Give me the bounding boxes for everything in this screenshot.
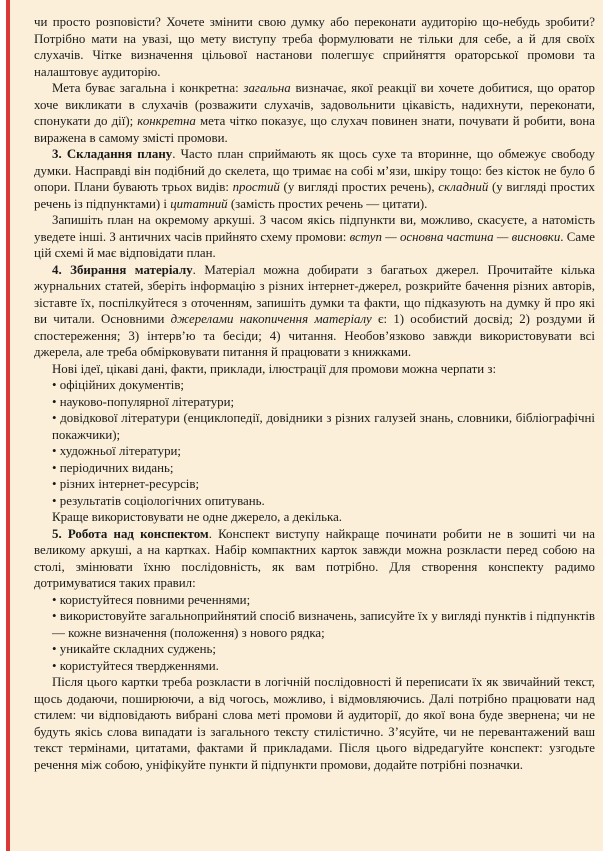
page-text <box>34 14 595 773</box>
list-item: • результатів соціологічних опитувань. <box>34 493 595 510</box>
list-item: • різних інтернет-ресурсів; <box>34 476 595 493</box>
textbook-page <box>10 0 603 851</box>
list-item: • довідкової літератури (енциклопедії, довідники з різних галузей знань, словники, бібліографічні покажчики); <box>34 410 595 443</box>
paragraph-sources-advice: Краще використовувати не одне джерело, а декілька. <box>52 510 343 524</box>
paragraph-plan-scheme: Запишіть план на окремому аркуші. З часом якісь підпункти ви, можливо, скасуєте, а натомість уведете інші. З античних часів прийнято схему промови: вступ — основна частина — висновки. Саме цій схемі й має відповідати план. <box>34 213 595 260</box>
section-heading-outline: 5. Робота над конспектом <box>52 526 209 541</box>
list-item: • користуйтеся повними реченнями; <box>34 592 595 609</box>
list-item: • використовуйте загальноприйнятий спосіб визначень, записуйте їх у вигляді пунктів і підпунктів — кожне визначення (положення) з нового рядка; <box>34 608 595 641</box>
margin-strip <box>0 0 10 851</box>
paragraph-final: Після цього картки треба розкласти в логічній послідовності й переписати їх як звичайний текст, щось додаючи, поширюючи, а від чогось, можливо, і відмовляючись. Далі потрібно працювати над стилем: чи відповідають вибрані слова меті промови й аудиторії, до якої вона буде звернена; чи не будуть якісь слова випадати із загального тексту стилістично. З’ясуйте, чи не перевантажений ваш текст термінами, цитатами, фактами й прикладами. Після цього відредагуйте конспект: узгодьте речення між собою, уніфікуйте пункти й підпункти промови, додайте потрібні позначки. <box>34 675 595 772</box>
list-item: • періодичних видань; <box>34 460 595 477</box>
section-heading-materials: 4. Збирання матеріалу <box>52 262 193 277</box>
paragraph-goal-types: Мета буває загальна і конкретна: загальна визначає, якої реакції ви хочете добитися, що оратор хоче викликати в слухачів (розважити слухачів, задовольнити цікавість, надихнути, переконати, спонукати до дії); конкретна мета чітко показує, що слухач повинен знати, почувати й робити, вона виражена в самому змісті промови. <box>34 81 595 145</box>
list-item: • офіційних документів; <box>34 377 595 394</box>
list-item: • художньої літератури; <box>34 443 595 460</box>
section-heading-plan: 3. Складання плану <box>52 147 173 161</box>
list-item: • науково-популярної літератури; <box>34 394 595 411</box>
list-item: • уникайте складних суджень; <box>34 641 595 658</box>
list-item: • користуйтеся твердженнями. <box>34 658 595 675</box>
section-outline: 5. Робота над конспектом. Конспект виступу найкраще починати робити не в зошиті чи на великому аркуші, а на картках. Набір компактних карток завжди можна розкласти перед собою на столі, змінювати їхню послідовність, як вам потрібно. Для створення конспекту радимо дотримуватися таких правил: <box>34 526 595 590</box>
section-materials: 4. Збирання матеріалу. Матеріал можна добирати з багатьох джерел. Прочитайте кілька журнальних статей, зберіть інформацію з різних інтернет-джерел, розкрийте бачення різних авторів, зіставте їх, поспілкуйтеся з оточенням, запишіть думки та факти, що підказують на думку й про які ви читали. Основними джерелами накопичення матеріалу є: 1) особистий досвід; 2) роздуми й спостереження; 3) інтерв’ю та бесіди; 4) читання. Необов’язково завжди використовувати всі джерела, але треба обмірковувати питання й працювати з книжками. <box>34 262 596 359</box>
paragraph-intro-continued: чи просто розповісти? Хочете змінити свою думку або переконати аудиторію що-небудь зробити? Потрібно мати на увазі, що мету виступу треба формулювати не тільки для себе, а й для своїх слухачів. Чітке визначення цільової настанови полегшує сприйняття ораторської промови та налаштовує аудиторію. <box>34 15 595 79</box>
paragraph-sources-intro: Нові ідеї, цікаві дані, факти, приклади, ілюстрації для промови можна черпати з: <box>52 361 497 376</box>
section-plan: 3. Складання плану. Часто план сприймають як щось сухе та вторинне, що обмежує свободу думки. Насправді він подібний до скелета, що тримає на собі м’язи, шкіру тощо: без кісток не було б опори. Плани бувають трьох видів: простий (у вигляді простих речень), складний (у вигляді простих речень із підпунктами) і цитатний (замість простих речень — цитати). <box>34 147 595 211</box>
